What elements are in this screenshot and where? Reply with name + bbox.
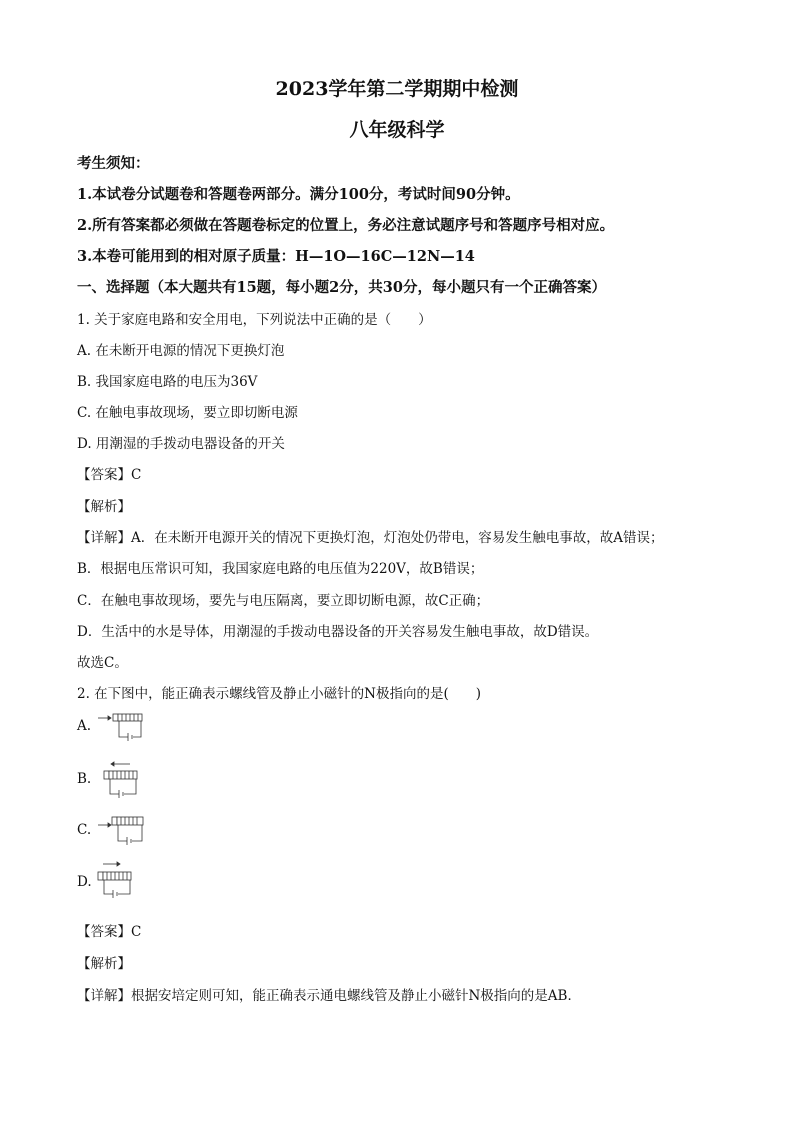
q2-detail: 【详解】根据安培定则可知，能正确表示通电螺线管及静止小磁针N极指向的是AB．	[77, 988, 581, 1004]
q2-option-c-label: C.	[77, 822, 92, 838]
q1-option-c: C. 在触电事故现场，要立即切断电源	[77, 405, 298, 421]
q1-option-a: A. 在未断开电源的情况下更换灯泡	[77, 343, 285, 359]
q1-option-d: D. 用潮湿的手拨动电器设备的开关	[77, 436, 285, 452]
q2-analysis-label: 【解析】	[77, 956, 131, 972]
q1-detail-1: 【详解】A．在未断开电源开关的情况下更换灯泡，灯泡处仍带电，容易发生触电事故，故A错误；	[77, 530, 664, 546]
q2-option-d-label: D.	[77, 874, 92, 890]
q1-conclusion: 故选C。	[77, 655, 128, 671]
q1-detail-3: C．在触电事故现场，要先与电压隔离，要立即切断电源，故C正确；	[77, 593, 490, 609]
q2-stem: 2. 在下图中，能正确表示螺线管及静止小磁针的N极指向的是( )	[77, 686, 482, 702]
page-title: 2023学年第二学期期中检测	[275, 78, 519, 100]
solenoid-figure-d	[95, 860, 165, 902]
q2-option-a-label: A.	[77, 718, 92, 734]
notice-item-1: 1.本试卷分试题卷和答题卷两部分。满分100分，考试时间90分钟。	[77, 186, 520, 203]
solenoid-figure-c	[95, 814, 165, 850]
q1-detail-2: B．根据电压常识可知，我国家庭电路的电压值为220V，故B错误；	[77, 561, 484, 577]
q1-stem: 1. 关于家庭电路和安全用电，下列说法中正确的是（ ）	[77, 312, 432, 328]
notice-heading: 考生须知：	[77, 155, 150, 172]
notice-item-3: 3.本卷可能用到的相对原子质量：H—1O—16C—12N—14	[77, 248, 475, 265]
solenoid-figure-a	[95, 711, 165, 747]
page-subtitle: 八年级科学	[349, 119, 445, 141]
solenoid-figure-b	[100, 760, 170, 802]
q2-answer: 【答案】C	[77, 924, 142, 940]
section-heading: 一、选择题（本大题共有15题，每小题2分，共30分，每小题只有一个正确答案）	[77, 279, 606, 296]
q1-option-b: B. 我国家庭电路的电压为36V	[77, 374, 258, 390]
q1-analysis-label: 【解析】	[77, 499, 131, 515]
notice-item-2: 2.所有答案都必须做在答题卷标定的位置上，务必注意试题序号和答题序号相对应。	[77, 217, 615, 234]
q2-option-b-label: B.	[77, 771, 92, 787]
q1-detail-4: D．生活中的水是导体，用潮湿的手拨动电器设备的开关容易发生触电事故，故D错误。	[77, 624, 599, 640]
q1-answer: 【答案】C	[77, 467, 142, 483]
